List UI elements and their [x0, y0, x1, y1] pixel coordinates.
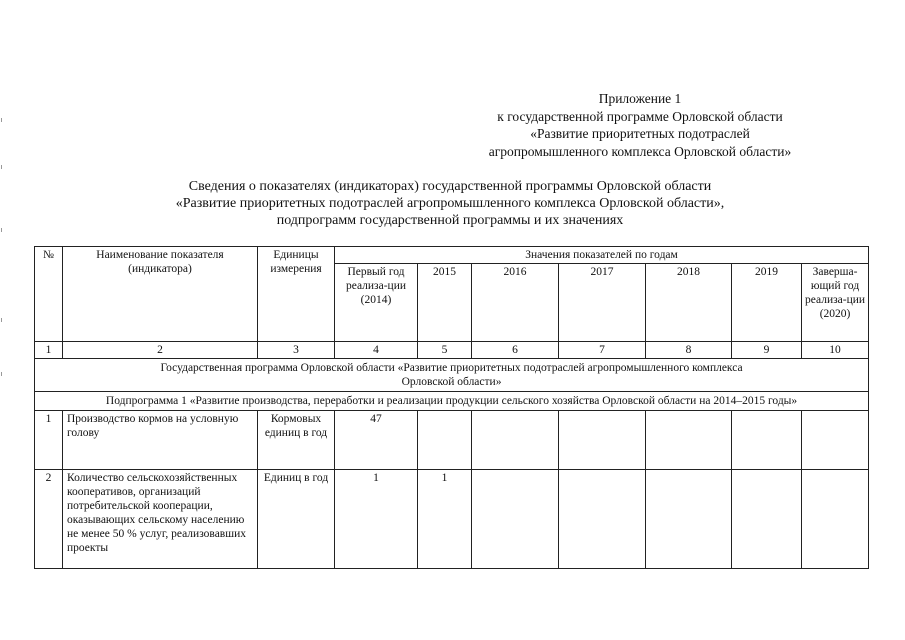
row-value: [646, 411, 732, 470]
appendix-line: агропромышленного комплекса Орловской области»: [488, 143, 792, 159]
scan-mark: [1, 165, 2, 169]
table-row: [35, 470, 869, 569]
column-number: 5: [418, 342, 472, 359]
column-number: 8: [646, 342, 732, 359]
indicators-table: [34, 246, 869, 569]
row-value: [646, 470, 732, 569]
appendix-line: к государственной программе Орловской области: [497, 108, 783, 124]
column-number: 3: [258, 342, 335, 359]
appendix-note: [420, 90, 860, 160]
row-value: 1: [335, 470, 418, 569]
row-unit: Кормовых единиц в год: [258, 411, 335, 470]
subprogram-row: [35, 392, 869, 411]
header-values-group: Значения показателей по годам: [335, 247, 869, 264]
column-number: 1: [35, 342, 63, 359]
row-value: [802, 411, 869, 470]
header-year-first: Первый год реализа-ции (2014): [335, 264, 418, 342]
header-year-final: Заверша-ющий год реализа-ции (2020): [802, 264, 869, 342]
column-number: 10: [802, 342, 869, 359]
scan-mark: [1, 372, 2, 376]
scan-mark: [1, 118, 2, 122]
header-unit: Единицы измерения: [258, 247, 335, 342]
header-num: №: [35, 247, 63, 342]
column-number: 2: [63, 342, 258, 359]
header-year-2015: 2015: [418, 264, 472, 342]
header-year-2016: 2016: [472, 264, 559, 342]
column-number: 7: [559, 342, 646, 359]
table-row: [35, 411, 869, 470]
program-title: Государственная программа Орловской области «Развитие приоритетных подотраслей агропромышленного комплекса Орловской области»: [35, 359, 869, 392]
column-number: 4: [335, 342, 418, 359]
program-row: [35, 359, 869, 392]
row-value: [802, 470, 869, 569]
document-title: [100, 178, 800, 229]
column-number: 6: [472, 342, 559, 359]
row-indicator-name: Производство кормов на условную голову: [63, 411, 258, 470]
title-line: «Развитие приоритетных подотраслей агропромышленного комплекса Орловской области»,: [175, 196, 725, 211]
scan-mark: [1, 228, 2, 232]
appendix-line: Приложение 1: [598, 91, 682, 106]
header-row: [35, 247, 869, 264]
scan-mark: [1, 318, 2, 322]
subprogram-title: Подпрограмма 1 «Развитие производства, переработки и реализации продукции сельского хозяйства Орловской области на 2014–2015 годы»: [35, 392, 869, 411]
column-number: 9: [732, 342, 802, 359]
row-value: 47: [335, 411, 418, 470]
row-num: 2: [35, 470, 63, 569]
header-year-2018: 2018: [646, 264, 732, 342]
column-numbers-row: [35, 342, 869, 359]
header-name: Наименование показателя (индикатора): [63, 247, 258, 342]
row-value: [559, 470, 646, 569]
row-value: [559, 411, 646, 470]
title-line: подпрограмм государственной программы и их значениях: [276, 213, 624, 228]
row-value: [472, 411, 559, 470]
row-value: [732, 470, 802, 569]
row-value: 1: [418, 470, 472, 569]
header-year-2019: 2019: [732, 264, 802, 342]
title-line: Сведения о показателях (индикаторах) государственной программы Орловской области: [188, 179, 712, 194]
row-value: [732, 411, 802, 470]
appendix-line: «Развитие приоритетных подотраслей: [530, 126, 750, 141]
row-num: 1: [35, 411, 63, 470]
row-indicator-name: Количество сельскохозяйственных кооперативов, организаций потребительской кооперации, оказывающих сельскому населению не менее 50 % услуг, реализовавших проекты: [63, 470, 258, 569]
header-year-2017: 2017: [559, 264, 646, 342]
row-unit: Единиц в год: [258, 470, 335, 569]
row-value: [472, 470, 559, 569]
row-value: [418, 411, 472, 470]
